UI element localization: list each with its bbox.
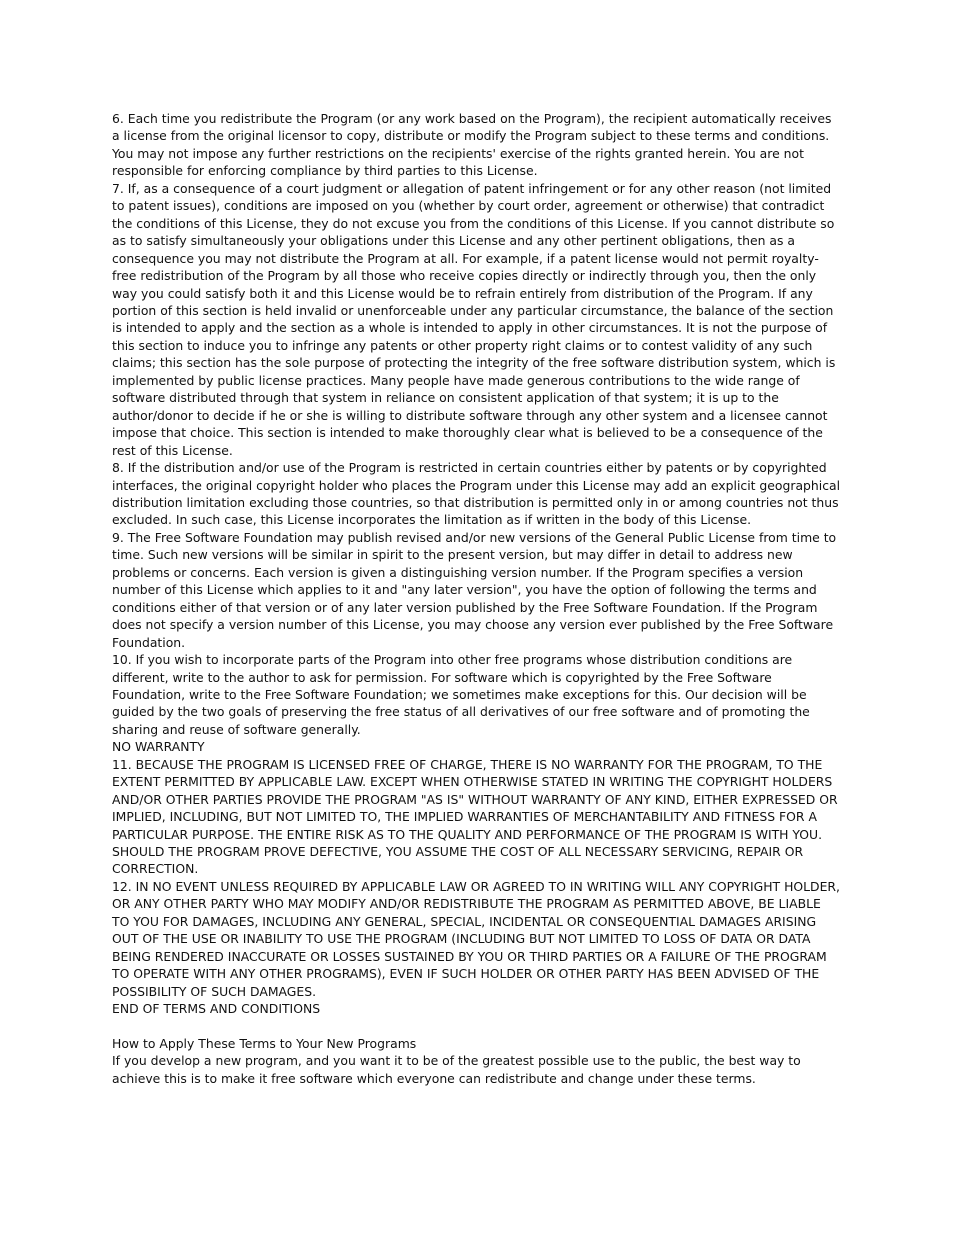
section-7-paragraph: 7. If, as a consequence of a court judgment or allegation of patent infringement or for any other reason (not limited to patent issues), conditions are imposed on you (whether by court order, agreement or otherwise) that contradict the conditions of this License, they do not excuse you from the conditions of this License. If you cannot distribute so as to satisfy simultaneously your obligations under this License and any other pertinent obligations, then as a consequence you may not distribute the Program at all. For example, if a patent license would not permit royalty-free redistribution of the Program by all those who receive copies directly or indirectly through you, then the only way you could satisfy both it and this License would be to refrain entirely from distribution of the Program. If any portion of this section is held invalid or unenforceable under any particular circumstance, the balance of the section is intended to apply and the section as a whole is intended to apply in other circumstances. It is not the purpose of this section to induce you to infringe any patents or other property right claims or to contest validity of any such claims; this section has the sole purpose of protecting the integrity of the free software distribution system, which is implemented by public license practices. Many people have made generous contributions to the wide range of software distributed through that system in reliance on consistent application of that system; it is up to the author/donor to decide if he or she is willing to distribute software through any other system and a licensee cannot impose that choice. This section is intended to make thoroughly clear what is believed to be a consequence of the rest of this License. [112, 180, 836, 458]
section-9-paragraph: 9. The Free Software Foundation may publish revised and/or new versions of the General Public License from time to time. Such new versions will be similar in spirit to the present version, but may differ in detail to address new problems or concerns. Each version is given a distinguishing version number. If the Program specifies a version number of this License which applies to it and "any later version", you have the option of following the terms and conditions either of that version or of any later version published by the Free Software Foundation. If the Program does not specify a version number of this License, you may choose any version ever published by the Free Software Foundation. [112, 529, 837, 650]
blank-line [112, 1018, 842, 1035]
how-to-apply-heading: How to Apply These Terms to Your New Programs [112, 1036, 417, 1051]
no-warranty-heading: NO WARRANTY [112, 739, 205, 755]
document-page [112, 110, 842, 1087]
section-12-paragraph: 12. IN NO EVENT UNLESS REQUIRED BY APPLICABLE LAW OR AGREED TO IN WRITING WILL ANY COPYRIGHT HOLDER, OR ANY OTHER PARTY WHO MAY MODIFY AND/OR REDISTRIBUTE THE PROGRAM AS PERMITTED ABOVE, BE LIABLE TO YOU FOR DAMAGES, INCLUDING ANY GENERAL, SPECIAL, INCIDENTAL OR CONSEQUENTIAL DAMAGES ARISING OUT OF THE USE OR INABILITY TO USE THE PROGRAM (INCLUDING BUT NOT LIMITED TO LOSS OF DATA OR DATA BEING RENDERED INACCURATE OR LOSSES SUSTAINED BY YOU OR THIRD PARTIES OR A FAILURE OF THE PROGRAM TO OPERATE WITH ANY OTHER PROGRAMS), EVEN IF SUCH HOLDER OR OTHER PARTY HAS BEEN ADVISED OF THE POSSIBILITY OF SUCH DAMAGES. [112, 878, 840, 999]
section-11-paragraph: 11. BECAUSE THE PROGRAM IS LICENSED FREE OF CHARGE, THERE IS NO WARRANTY FOR THE PROGRAM, TO THE EXTENT PERMITTED BY APPLICABLE LAW. EXCEPT WHEN OTHERWISE STATED IN WRITING THE COPYRIGHT HOLDERS AND/OR OTHER PARTIES PROVIDE THE PROGRAM "AS IS" WITHOUT WARRANTY OF ANY KIND, EITHER EXPRESSED OR IMPLIED, INCLUDING, BUT NOT LIMITED TO, THE IMPLIED WARRANTIES OF MERCHANTABILITY AND FITNESS FOR A PARTICULAR PURPOSE. THE ENTIRE RISK AS TO THE QUALITY AND PERFORMANCE OF THE PROGRAM IS WITH YOU. SHOULD THE PROGRAM PROVE DEFECTIVE, YOU ASSUME THE COST OF ALL NECESSARY SERVICING, REPAIR OR CORRECTION. [112, 756, 838, 877]
section-10-paragraph: 10. If you wish to incorporate parts of the Program into other free programs whose distribution conditions are different, write to the author to ask for permission. For software which is copyrighted by the Free Software Foundation, write to the Free Software Foundation; we sometimes make exceptions for this. Our decision will be guided by the two goals of preserving the free status of all derivatives of our free software and of promoting the sharing and reuse of software generally. [112, 652, 810, 737]
end-of-terms-line: END OF TERMS AND CONDITIONS [112, 1001, 321, 1017]
section-6-paragraph: 6. Each time you redistribute the Program (or any work based on the Program), the recipient automatically receives a license from the original licensor to copy, distribute or modify the Program subject to these terms and conditions. You may not impose any further restrictions on the recipients' exercise of the rights granted herein. You are not responsible for enforcing compliance by third parties to this License. [112, 111, 832, 179]
how-to-apply-paragraph: If you develop a new program, and you want it to be of the greatest possible use to the public, the best way to achieve this is to make it free software which everyone can redistribute and change under these terms. [112, 1053, 801, 1086]
section-8-paragraph: 8. If the distribution and/or use of the Program is restricted in certain countries either by patents or by copyrighted interfaces, the original copyright holder who places the Program under this License may add an explicit geographical distribution limitation excluding those countries, so that distribution is permitted only in or among countries not thus excluded. In such case, this License incorporates the limitation as if written in the body of this License. [112, 460, 841, 528]
